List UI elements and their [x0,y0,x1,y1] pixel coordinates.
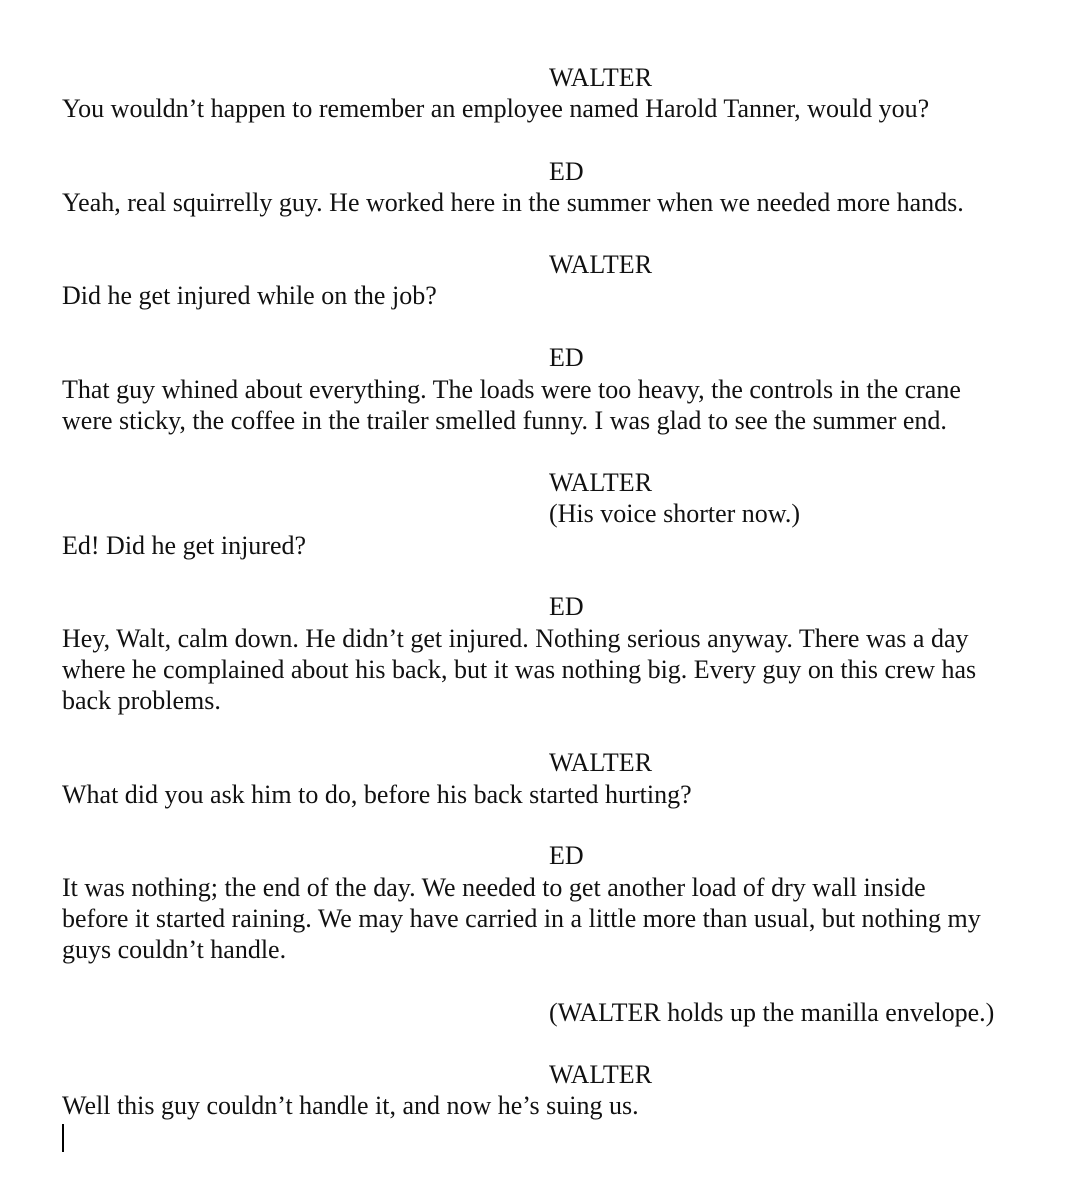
character-name: ED [549,343,584,372]
dialogue-line: before it started raining. We may have carried in a little more than usual, but nothing my [62,904,981,933]
character-name: WALTER [549,1060,653,1089]
dialogue-line: guys couldn’t handle. [62,935,287,964]
character-name: ED [549,157,584,186]
character-name: WALTER [549,250,653,279]
dialogue-line: You wouldn’t happen to remember an employee named Harold Tanner, would you? [62,94,930,123]
dialogue-line: That guy whined about everything. The loads were too heavy, the controls in the crane [62,375,961,404]
character-name: ED [549,592,584,621]
dialogue-line: were sticky, the coffee in the trailer smelled funny. I was glad to see the summer end. [62,406,947,435]
character-name: ED [549,841,584,870]
dialogue-line: where he complained about his back, but it was nothing big. Every guy on this crew has [62,655,977,684]
dialogue-line: back problems. [62,686,221,715]
text-cursor [62,1124,64,1152]
dialogue-line: Well this guy couldn’t handle it, and now he’s suing us. [62,1091,639,1120]
dialogue-line: Hey, Walt, calm down. He didn’t get injured. Nothing serious anyway. There was a day [62,624,969,653]
dialogue-line: Yeah, real squirrelly guy. He worked here in the summer when we needed more hands. [62,188,964,217]
parenthetical: (His voice shorter now.) [549,499,801,528]
stage-direction: (WALTER holds up the manilla envelope.) [549,998,995,1027]
dialogue-line: Did he get injured while on the job? [62,281,437,310]
character-name: WALTER [549,748,653,777]
dialogue-line: What did you ask him to do, before his back started hurting? [62,780,692,809]
character-name: WALTER [549,468,653,497]
character-name: WALTER [549,63,653,92]
dialogue-line: It was nothing; the end of the day. We needed to get another load of dry wall inside [62,873,926,902]
dialogue-line: Ed! Did he get injured? [62,531,307,560]
